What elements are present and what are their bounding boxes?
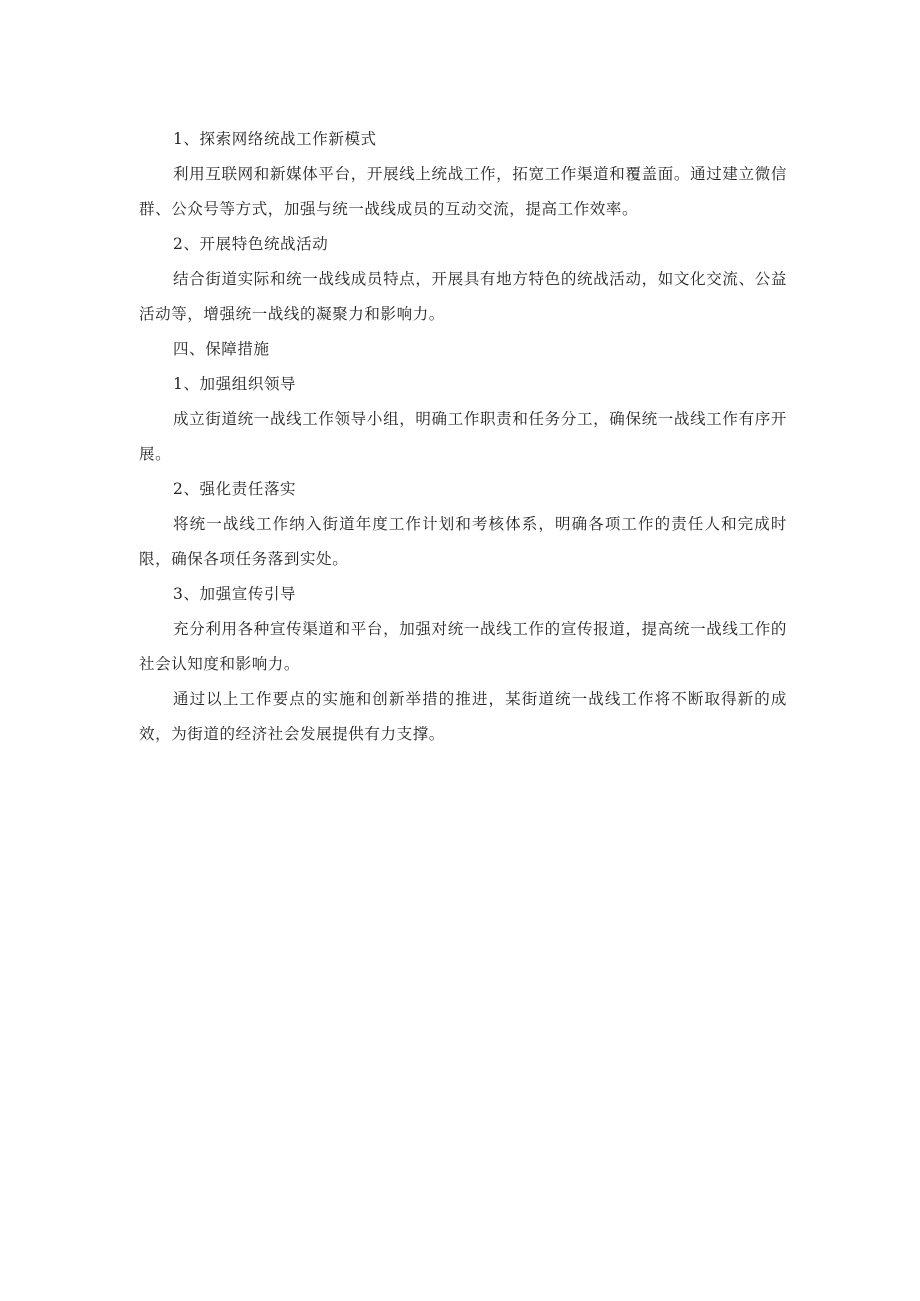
paragraph-publicity: 充分利用各种宣传渠道和平台，加强对统一战线工作的宣传报道，提高统一战线工作的社会认知度和影响力。 xyxy=(139,620,787,673)
section-heading-safeguards: 四、保障措施 xyxy=(173,340,270,358)
heading-organization-leadership: 1、加强组织领导 xyxy=(173,375,297,393)
paragraph-special-activities: 结合街道实际和统一战线成员特点，开展具有地方特色的统战活动，如文化交流、公益活动等，增强统一战线的凝聚力和影响力。 xyxy=(139,270,787,323)
heading-responsibility: 2、强化责任落实 xyxy=(173,480,297,498)
paragraph-online-work: 利用互联网和新媒体平台，开展线上统战工作，拓宽工作渠道和覆盖面。通过建立微信群、公众号等方式，加强与统一战线成员的互动交流，提高工作效率。 xyxy=(139,165,787,218)
paragraph-conclusion: 通过以上工作要点的实施和创新举措的推进，某街道统一战线工作将不断取得新的成效，为街道的经济社会发展提供有力支撑。 xyxy=(139,690,787,743)
heading-explore-online-model: 1、探索网络统战工作新模式 xyxy=(173,130,377,148)
paragraph-responsibility: 将统一战线工作纳入街道年度工作计划和考核体系，明确各项工作的责任人和完成时限，确保各项任务落到实处。 xyxy=(139,515,787,568)
paragraph-organization-leadership: 成立街道统一战线工作领导小组，明确工作职责和任务分工，确保统一战线工作有序开展。 xyxy=(139,410,787,463)
heading-publicity: 3、加强宣传引导 xyxy=(173,585,297,603)
heading-special-activities: 2、开展特色统战活动 xyxy=(173,235,329,253)
document-page xyxy=(139,122,787,752)
